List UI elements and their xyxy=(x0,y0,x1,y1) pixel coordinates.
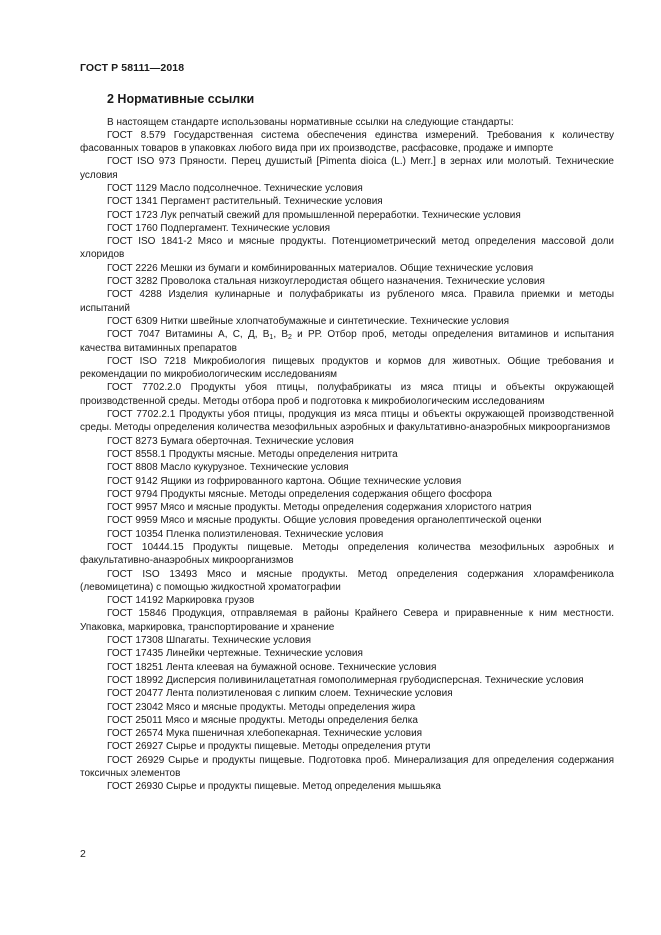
intro-paragraph: В настоящем стандарте использованы нормативные ссылки на следующие стандарты: xyxy=(107,116,514,128)
reference-item: ГОСТ 17435 Линейки чертежные. Технические условия xyxy=(107,648,363,660)
reference-item: ГОСТ 17308 Шпагаты. Технические условия xyxy=(107,635,312,647)
reference-item: ГОСТ 25011 Мясо и мясные продукты. Методы определения белка xyxy=(107,714,418,726)
reference-item-vitamins xyxy=(80,328,614,355)
reference-item: ГОСТ 1760 Подпергамент. Технические условия xyxy=(107,222,331,234)
reference-item: ГОСТ 6309 Нитки швейные хлопчатобумажные и синтетические. Технические условия xyxy=(107,315,510,327)
reference-item: ГОСТ 1341 Пергамент растительный. Технические условия xyxy=(107,196,383,208)
reference-item: ГОСТ ISO 973 Пряности. Перец душистый [Pimenta dioica (L.) Merr.] в зернах или молотый. Технические условия xyxy=(80,156,614,181)
reference-item: ГОСТ 9794 Продукты мясные. Методы определения содержания общего фосфора xyxy=(107,488,492,500)
reference-item: ГОСТ 26929 Сырье и продукты пищевые. Подготовка проб. Минерализация для определения содержания токсичных элементов xyxy=(80,754,614,780)
reference-item: ГОСТ 1129 Масло подсолнечное. Технические условия xyxy=(107,182,363,194)
reference-item: ГОСТ 9142 Ящики из гофрированного картона. Общие технические условия xyxy=(107,475,462,487)
page-number: 2 xyxy=(80,848,86,860)
reference-item: ГОСТ 7702.2.1 Продукты убоя птицы, продукция из мяса птицы и объекты окружающей производственной среды. Методы определения количества мезофильных аэробных и факультативно-анаэробных микроорганизмов xyxy=(80,409,614,434)
reference-item: ГОСТ 7702.2.0 Продукты убоя птицы, полуфабрикаты из мяса птицы и объекты окружающей производственной среды. Методы отбора проб и подготовка к микробиологическим исследованиям xyxy=(80,382,614,407)
reference-item: ГОСТ 14192 Маркировка грузов xyxy=(107,595,255,607)
reference-item: ГОСТ 18992 Дисперсия поливинилацетатная гомополимерная грубодисперсная. Технические условия xyxy=(107,674,584,686)
reference-item: ГОСТ 23042 Мясо и мясные продукты. Методы определения жира xyxy=(107,701,416,713)
references-list xyxy=(80,116,614,794)
reference-item: ГОСТ 10354 Пленка полиэтиленовая. Технические условия xyxy=(107,528,384,540)
reference-item: ГОСТ 2226 Мешки из бумаги и комбинированных материалов. Общие технические условия xyxy=(107,262,534,274)
reference-item: ГОСТ 4288 Изделия кулинарные и полуфабрикаты из рубленого мяса. Правила приемки и методы испытаний xyxy=(80,289,614,314)
reference-item: ГОСТ 18251 Лента клеевая на бумажной основе. Технические условия xyxy=(107,661,437,673)
reference-item: ГОСТ 26574 Мука пшеничная хлебопекарная. Технические условия xyxy=(107,728,423,740)
reference-item: ГОСТ 1723 Лук репчатый свежий для промышленной переработки. Технические условия xyxy=(107,209,521,221)
reference-item: ГОСТ 9957 Мясо и мясные продукты. Методы определения содержания хлористого натрия xyxy=(107,502,532,514)
reference-item: ГОСТ 15846 Продукция, отправляемая в районы Крайнего Севера и приравненные к ним местности. Упаковка, маркировка, транспортирование и хранение xyxy=(80,608,614,633)
vitamins-sub-2: 2 xyxy=(288,334,292,342)
reference-item: ГОСТ ISO 13493 Мясо и мясные продукты. Метод определения содержания хлорамфеникола (левомицетина) с помощью жидкостной хроматографии xyxy=(80,568,614,593)
section-title: 2 Нормативные ссылки xyxy=(107,92,255,106)
reference-item: ГОСТ 9959 Мясо и мясные продукты. Общие условия проведения органолептической оценки xyxy=(107,515,542,527)
reference-item: ГОСТ 8808 Масло кукурузное. Технические условия xyxy=(107,462,349,474)
vitamins-text-b: , В xyxy=(273,329,288,341)
reference-item: ГОСТ 10444.15 Продукты пищевые. Методы определения количества мезофильных аэробных и факультативно-анаэробных микроорганизмов xyxy=(80,542,614,567)
reference-item: ГОСТ 8558.1 Продукты мясные. Методы определения нитрита xyxy=(107,448,398,460)
reference-item: ГОСТ 20477 Лента полиэтиленовая с липким слоем. Технические условия xyxy=(107,688,453,700)
reference-item: ГОСТ ISO 7218 Микробиология пищевых продуктов и кормов для животных. Общие требования и рекомендации по микробиологическим исследованиям xyxy=(80,355,614,381)
vitamins-text-a: ГОСТ 7047 Витамины А, С, Д, В xyxy=(107,329,270,341)
reference-item: ГОСТ 8.579 Государственная система обеспечения единства измерений. Требования к количеству фасованных товаров в упаковках любого вида при их производстве, расфасовке, продаже и импорте xyxy=(80,129,614,155)
reference-item: ГОСТ 26927 Сырье и продукты пищевые. Методы определения ртути xyxy=(107,741,431,753)
document-header: ГОСТ Р 58111—2018 xyxy=(80,62,185,74)
reference-item: ГОСТ 3282 Проволока стальная низкоуглеродистая общего назначения. Технические условия xyxy=(107,276,545,288)
vitamins-text-c: и РР. Отбор проб, методы определения витаминов и испытания качества витаминных препаратов xyxy=(80,329,614,354)
reference-item: ГОСТ 26930 Сырье и продукты пищевые. Метод определения мышьяка xyxy=(107,781,441,793)
vitamins-sub-1: 1 xyxy=(269,334,274,342)
reference-item: ГОСТ ISO 1841-2 Мясо и мясные продукты. Потенциометрический метод определения массовой доли хлоридов xyxy=(80,236,614,261)
reference-item: ГОСТ 8273 Бумага оберточная. Технические условия xyxy=(107,435,354,447)
